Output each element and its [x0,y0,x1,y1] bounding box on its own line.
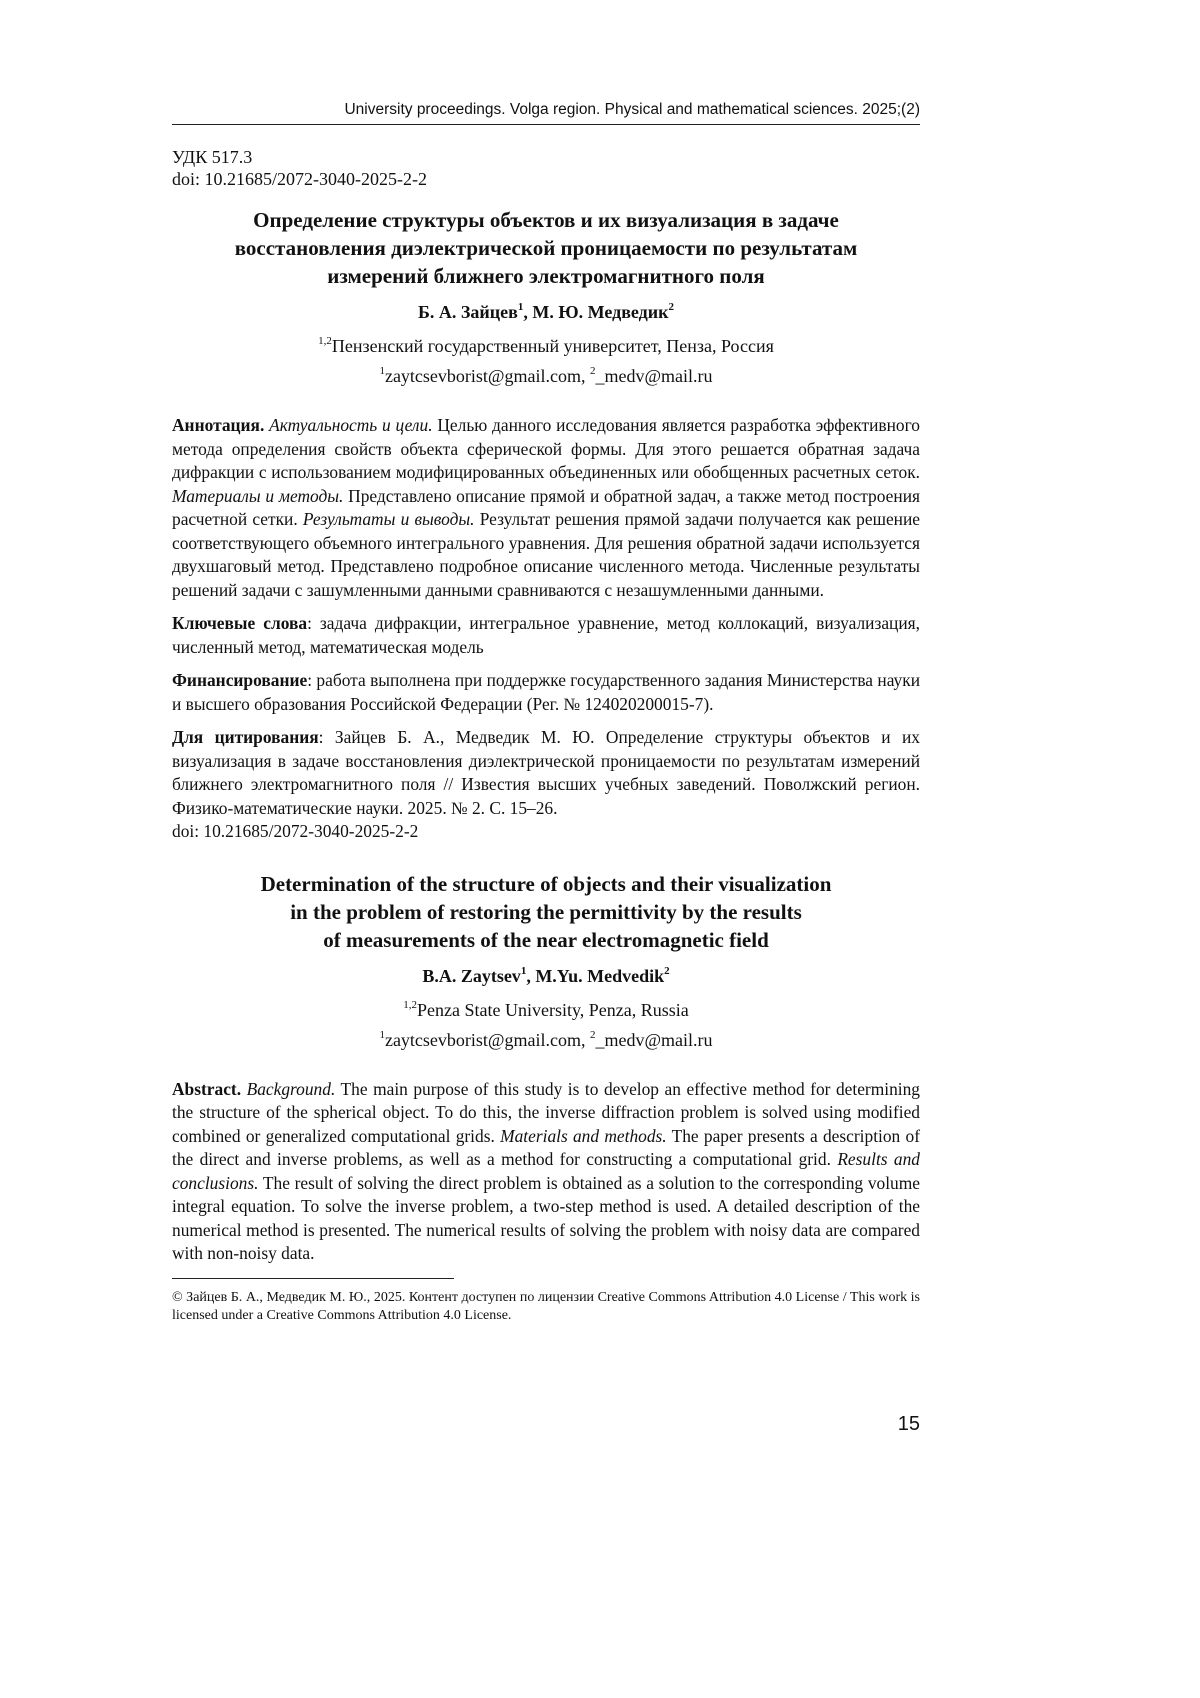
en-email-2[interactable]: _medv@mail.ru [595,1029,713,1050]
en-abstract-s1-text: The main purpose of this study is to develop an effective method for determining the structure of the spherical object. To do this, the inverse diffraction problem is solved using modified combined or generalized computational grids. [172,1078,920,1146]
en-abstract [172,1078,920,1266]
ru-abstract-s3-label: Результаты и выводы. [302,509,475,529]
ru-email-1-sup: 1 [379,365,385,377]
en-title [172,870,920,954]
ru-authors [172,300,920,324]
en-abstract-s1-label: Background. [246,1078,336,1099]
en-author-1-sup: 1 [520,964,527,977]
en-author-2-sup: 2 [664,964,670,977]
ru-citation [172,726,920,820]
footnote-divider [172,1278,454,1279]
en-abstract-label: Abstract. [172,1078,242,1099]
ru-citation-doi: doi: 10.21685/2072-3040-2025-2-2 [172,821,419,841]
ru-abstract-s3-text: Результат решения прямой задачи получается как решение соответствующего объемного интегрального уравнения. Для решения обратной задачи используется двухшаговый метод. Представлено подробное описание численного метода. Численные результаты решений задачи с зашумленными данными сравниваются с незашумленными данными. [172,509,921,600]
ru-citation-label: Для цитирования [172,727,319,747]
ru-author-2-sup: 2 [668,301,675,313]
en-title-line: Determination of the structure of objects and their visualization [260,871,832,896]
en-title-line: of measurements of the near electromagnetic field [323,927,769,952]
ru-emails [172,364,920,388]
ru-keywords [172,612,920,659]
ru-abstract [172,414,920,602]
page-number: 15 [897,1413,920,1435]
ru-title-line: Определение структуры объектов и их визуализация в задаче [253,208,839,232]
en-abstract-s3-text: The result of solving the direct problem is obtained as a solution to the corresponding volume integral equation. To solve the inverse problem, a two-step method is used. A detailed description of the numerical method is presented. The numerical results of solving the problem with noisy data are compared with non-noisy data. [172,1172,920,1263]
en-email-1[interactable]: zaytcsevborist@gmail.com, [384,1029,590,1050]
ru-abstract-s2-label: Материалы и методы. [172,485,344,506]
ru-abstract-s2-text: Представлено описание прямой и обратной задач, а также метод построения расчетной сетки. [172,485,920,529]
ru-email-1[interactable]: zaytcsevborist@gmail.com, [384,366,590,386]
running-head: University proceedings. Volga region. Physical and mathematical sciences. 2025;(2) [172,100,920,125]
ru-author-1: Б. А. Зайцев [417,302,518,322]
ru-keywords-text: : задача дифракции, интегральное уравнение, метод коллокаций, визуализация, численный метод, математическая модель [172,613,920,657]
ru-abstract-label: Аннотация. [172,415,265,435]
en-title-line: in the problem of restoring the permittivity by the results [290,899,802,924]
ru-author-2: М. Ю. Медведик [532,302,669,322]
udk-code: УДК 517.3 [172,147,253,167]
ru-funding [172,669,920,716]
en-email-1-sup: 1 [379,1028,385,1041]
ru-title-line: измерений ближнего электромагнитного поля [327,264,765,288]
en-author-1: B.A. Zaytsev [422,965,521,986]
ru-funding-label: Финансирование [172,670,308,690]
copyright-footnote: © Зайцев Б. А., Медведик М. Ю., 2025. Контент доступен по лицензии Creative Commons Attribution 4.0 License / This work is licensed under a Creative Commons Attribution 4.0 License. [172,1289,920,1323]
ru-abstract-s1-text: Целью данного исследования является разработка эффективного метода определения свойств объекта сферической формы. Для этого решается обратная задача дифракции с использованием модифицированных объединенных или обобщенных расчетных сеток. [172,415,920,482]
ru-citation-text: : Зайцев Б. А., Медведик М. Ю. Определение структуры объектов и их визуализация в задаче восстановления диэлектрической проницаемости по результатам измерений ближнего электромагнитного поля // Известия высших учебных заведений. Поволжский регион. Физико-математические науки. 2025. № 2. С. 15–26. [172,727,920,818]
en-abstract-s2-text: The paper presents a description of the direct and inverse problems, as well as a method for constructing a computational grid. [172,1125,920,1169]
ru-title-line: восстановления диэлектрической проницаемости по результатам [234,236,858,260]
ru-keywords-label: Ключевые слова [172,613,308,633]
en-author-separator: , [526,965,536,986]
en-author-2: M.Yu. Medvedik [535,965,665,986]
ru-affil-text: Пензенский государственный университет, Пенза, Россия [331,336,774,356]
en-affiliation [172,998,920,1022]
ru-abstract-s1-label: Актуальность и цели. [269,415,433,435]
ru-author-separator: , [523,302,533,322]
ru-email-2[interactable]: _medv@mail.ru [595,366,713,386]
en-affil-text: Penza State University, Penza, Russia [416,999,689,1020]
en-abstract-s2-label: Materials and methods. [500,1125,667,1146]
ru-email-2-sup: 2 [589,365,596,377]
ru-funding-text: : работа выполнена при поддержке государственного задания Министерства науки и высшего образования Российской Федерации (Рег. № 124020200015-7). [172,670,920,714]
ru-title [172,206,920,290]
doi-top: doi: 10.21685/2072-3040-2025-2-2 [172,169,427,189]
en-abstract-s3-label: Results and conclusions. [172,1149,920,1193]
en-authors [172,964,920,988]
article-body [172,146,920,1325]
ru-author-1-sup: 1 [517,301,524,313]
ru-affiliation [172,334,920,358]
ru-affil-sup: 1,2 [318,335,332,347]
en-emails [172,1028,920,1052]
en-email-2-sup: 2 [589,1028,596,1041]
en-affil-sup: 1,2 [403,998,417,1011]
